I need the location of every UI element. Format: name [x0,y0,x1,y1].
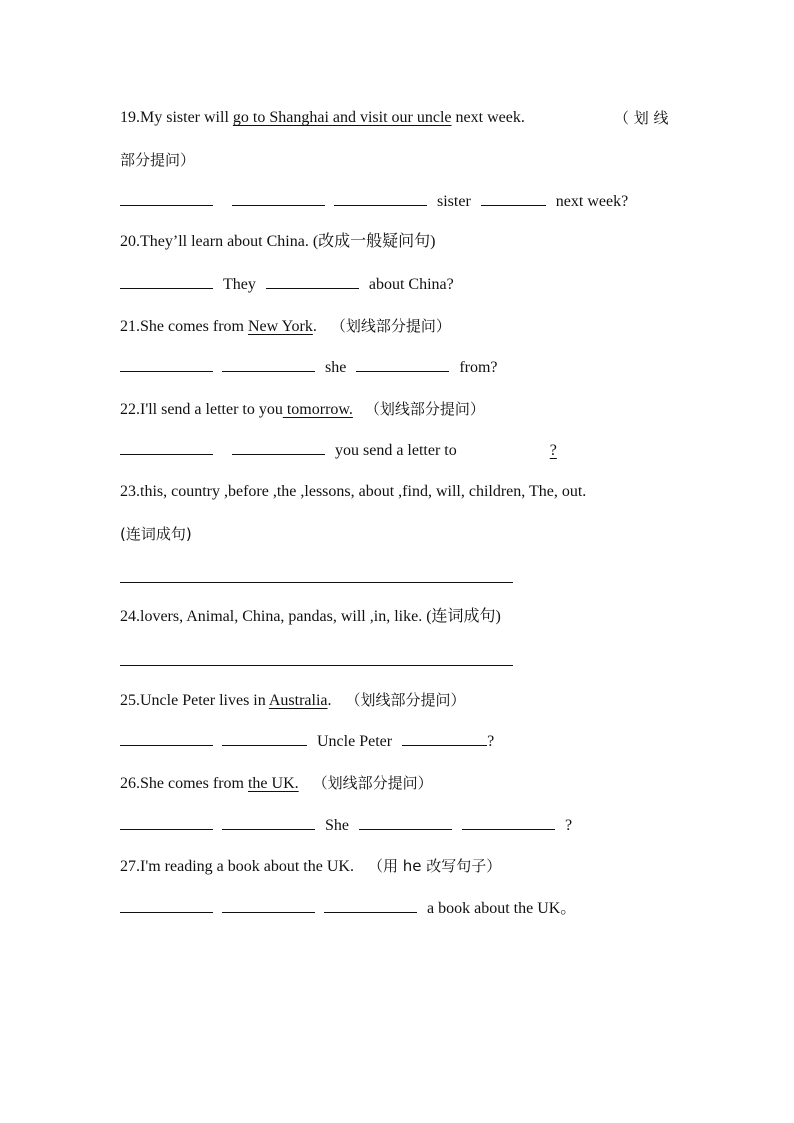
question-26 [120,773,433,794]
q27-instruction: （用 he 改写句子） [367,857,502,875]
answer-blank[interactable] [356,357,449,372]
answer-blank[interactable] [120,191,213,206]
q22-answer-line [120,440,557,461]
question-25 [120,690,466,711]
answer-blank[interactable] [359,815,452,830]
answer-blank[interactable] [222,898,315,913]
answer-blank[interactable] [222,357,315,372]
q22-text-pre: 22.I'll send a letter to you [120,401,283,418]
answer-blank-with-mark[interactable] [457,442,557,459]
q19-answer-tail: next week? [555,193,629,210]
answer-blank[interactable] [222,731,307,746]
q19-instruction-cont: 部分提问） [120,151,196,169]
q25-text-pre: 25.Uncle Peter lives in [120,692,269,709]
q22-underlined: tomorrow. [282,401,353,418]
q22-instruction: （划线部分提问） [364,400,485,418]
answer-blank[interactable] [481,191,546,206]
answer-blank[interactable] [222,815,315,830]
question-21 [120,316,451,337]
q21-answer-line [120,357,498,378]
question-20: 20.They’ll learn about China. (改成一般疑问句) [120,233,436,250]
q19-answer-sister: sister [437,193,471,210]
q25-text-post: . [327,692,332,709]
answer-blank[interactable] [232,440,325,455]
q23-answer-line[interactable] [120,582,513,583]
answer-blank[interactable] [266,274,359,289]
q26-answer-she: She [325,817,349,834]
q25-instruction: （划线部分提问） [345,691,466,709]
question-22 [120,399,485,420]
answer-blank[interactable] [120,731,213,746]
q25-answer-line [120,731,494,752]
q26-answer-tail: ? [565,817,573,834]
q26-answer-line [120,815,572,836]
q19-answer-line [120,191,628,212]
answer-blank[interactable] [324,898,417,913]
q26-instruction: （划线部分提问） [312,774,433,792]
q21-underlined: New York [247,318,313,335]
q27-text: 27.I'm reading a book about the UK. [120,858,354,875]
q26-text-pre: 26.She comes from [120,775,248,792]
question-19 [120,108,525,128]
q21-answer-she: she [325,359,347,376]
answer-blank[interactable] [120,274,213,289]
q21-answer-tail: from? [459,359,498,376]
answer-blank[interactable] [120,440,213,455]
q20-answer-they: They [223,276,256,293]
q27-answer-line [120,898,576,919]
q19-number: 19. [120,109,140,126]
q19-text-post: next week. [451,109,525,126]
q19-text-pre: My sister will [140,109,233,126]
answer-blank[interactable] [462,815,555,830]
q27-answer-tail: a book about the UK。 [427,900,577,917]
q22-answer-tail: ? [549,442,557,459]
q24-answer-line[interactable] [120,665,513,666]
answer-blank[interactable] [120,815,213,830]
q19-underlined: go to Shanghai and visit our uncle [232,109,452,126]
question-23: 23.this, country ,before ,the ,lessons, about ,find, will, children, The, out. [120,483,587,500]
q26-underlined: the UK. [247,775,299,792]
question-24: 24.lovers, Animal, China, pandas, will ,in, like. (连词成句) [120,608,501,625]
q25-answer-mid: Uncle Peter [317,733,393,750]
q25-answer-tail: ? [487,733,495,750]
q23-instruction: (连词成句) [120,525,192,543]
q20-answer-line [120,274,454,295]
answer-blank[interactable] [120,898,213,913]
answer-blank[interactable] [334,191,427,206]
q20-answer-tail: about China? [368,276,454,293]
q25-underlined: Australia [268,692,328,709]
q21-text-pre: 21.She comes from [120,318,248,335]
q21-instruction: （划线部分提问） [330,317,451,335]
answer-blank[interactable] [402,731,487,746]
answer-blank[interactable] [232,191,325,206]
q21-text-post: . [312,318,317,335]
answer-blank[interactable] [120,357,213,372]
q19-instruction: （ 划 线 [614,109,669,127]
q22-answer-mid: you send a letter to [335,442,457,459]
question-27 [120,856,501,877]
